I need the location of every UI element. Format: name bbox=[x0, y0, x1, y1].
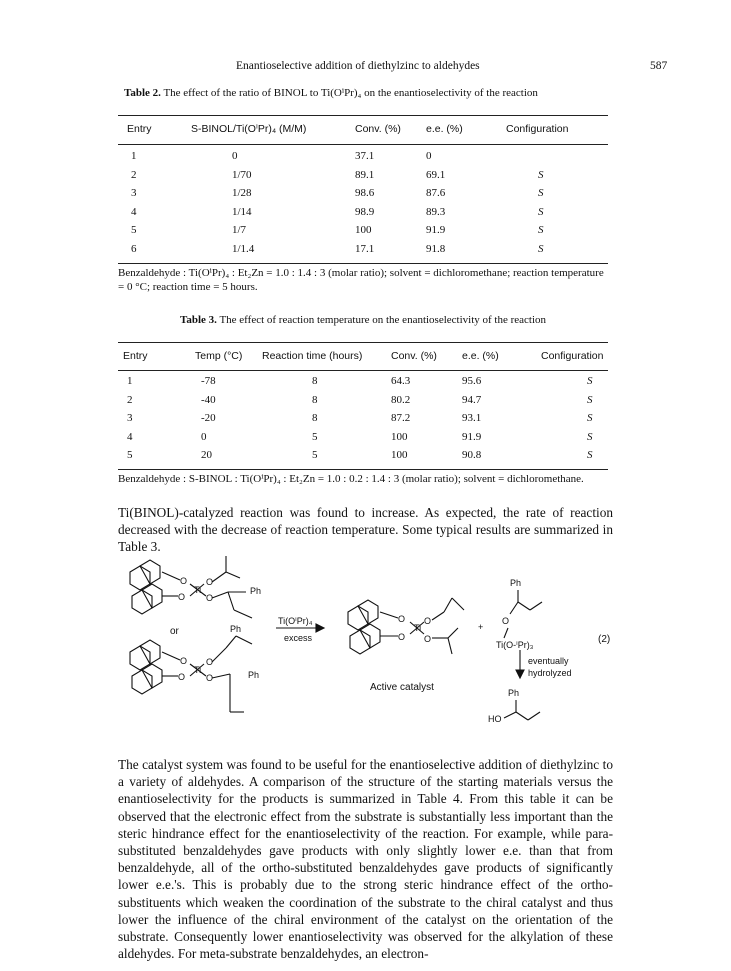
table2-label: Table 2. bbox=[124, 87, 161, 99]
table2-cell: 1/70 bbox=[232, 168, 252, 181]
scheme-o-8: O bbox=[206, 673, 214, 683]
table3-cell: 8 bbox=[312, 375, 318, 387]
table2-cell: 3 bbox=[131, 187, 137, 199]
scheme-reagent-below: excess bbox=[284, 633, 313, 643]
table3-caption-text: The effect of reaction temperature on the enantioselectivity of the reaction bbox=[219, 314, 547, 326]
table3-top-rule bbox=[118, 342, 608, 343]
table2-header-2: Conv. (%) bbox=[355, 123, 401, 135]
table2-cell: 89.3 bbox=[426, 205, 446, 218]
table2-cell: 2 bbox=[131, 168, 137, 181]
running-title: Enantioselective addition of diethylzinc to aldehydes bbox=[236, 60, 480, 72]
table2-header-1: S-BINOL/Ti(OⁱPr)₄ (M/M) bbox=[191, 123, 307, 135]
table3-header-1: Temp (°C) bbox=[195, 350, 243, 362]
scheme-o-1: O bbox=[180, 576, 188, 586]
table2-header-rule bbox=[118, 144, 608, 145]
scheme-or-label: or bbox=[170, 626, 179, 637]
scheme-ti-1: Ti bbox=[194, 585, 202, 595]
table2-cell: 100 bbox=[355, 224, 372, 236]
scheme-o-10: O bbox=[398, 632, 406, 642]
table3-cell: 5 bbox=[127, 449, 133, 461]
binol-complex-bottom bbox=[130, 636, 252, 712]
table2-cell: 69.1 bbox=[426, 168, 446, 181]
table2-top-rule bbox=[118, 115, 608, 116]
table2-cell: 0 bbox=[426, 150, 432, 162]
table3-cell: 0 bbox=[201, 430, 207, 443]
table3-header-4: e.e. (%) bbox=[462, 350, 499, 362]
scheme-ph-4: Ph bbox=[510, 578, 522, 588]
table2-cell: S bbox=[538, 242, 544, 255]
table3-cell: 5 bbox=[312, 430, 318, 443]
scheme-ph-5: Ph bbox=[508, 688, 520, 698]
table2-header-4: Configuration bbox=[506, 123, 569, 135]
scheme-plus: + bbox=[478, 622, 484, 632]
table3-cell: 93.1 bbox=[462, 412, 482, 424]
table3-bottom-rule bbox=[118, 469, 608, 470]
table3-caption bbox=[180, 314, 546, 326]
titanium-alkoxide-structure bbox=[504, 590, 542, 638]
table2-cell: 89.1 bbox=[355, 168, 375, 181]
table3-header-rule bbox=[118, 370, 608, 371]
table2-cell: 91.9 bbox=[426, 224, 446, 236]
reaction-scheme bbox=[118, 552, 658, 742]
table2-cell: S bbox=[538, 168, 544, 181]
table3-cell: S bbox=[587, 430, 593, 443]
table3-cell: 100 bbox=[391, 449, 408, 461]
paragraph-discussion: The catalyst system was found to be useful for the enantioselective addition of diethylzinc to a variety of aldehydes. A comparison of the structure of the starting materials versus the enantioselectivity for the products is summarized in Table 4. From this table it can be observed that the electronic effect from the substrate is substantially less important than the steric hindrance effect for the enantioselectivity of the reaction. For example, while para-substituted benzaldehydes gave products with only slightly lower e.e. than that from benzaldehyde, all of the ortho-substituted benzaldehydes gave products of significantly lower e.e.'s. This is probably due to the strong steric hindrance effect of the ortho-substituents which weaken the coordination of the substrate to the chiral catalyst and thus lower the influence of the chiral environment of the catalyst on the orientation of the substrate. Consequently lower enantioselectivity was observed for the alkylation of these aldehydes. For meta-substrate benzaldehydes, an electron- bbox=[118, 757, 613, 962]
table3-label: Table 3. bbox=[180, 314, 217, 326]
scheme-o-7: O bbox=[206, 657, 214, 667]
table3-cell: 87.2 bbox=[391, 412, 411, 424]
table3-header-5: Configuration bbox=[541, 350, 604, 362]
table3-cell: 2 bbox=[127, 393, 133, 406]
table3-cell: -20 bbox=[201, 412, 216, 424]
table3-cell: 8 bbox=[312, 412, 318, 424]
table2-cell: 6 bbox=[131, 242, 137, 255]
scheme-o-6: O bbox=[178, 672, 186, 682]
table3-cell: 64.3 bbox=[391, 375, 411, 387]
table3-cell: S bbox=[587, 375, 593, 387]
table3-cell: 4 bbox=[127, 430, 133, 443]
table3-cell: -40 bbox=[201, 393, 216, 406]
scheme-o-13: O bbox=[502, 616, 510, 626]
table3-header-0: Entry bbox=[123, 350, 148, 362]
step-label-1: eventually bbox=[528, 656, 569, 666]
table3-cell: 8 bbox=[312, 393, 318, 406]
table2-cell: 98.6 bbox=[355, 187, 375, 199]
scheme-reagent-above: Ti(OⁱPr)₄ bbox=[278, 616, 313, 626]
scheme-ho: HO bbox=[488, 714, 502, 724]
table2-cell: 87.6 bbox=[426, 187, 446, 199]
step-label-2: hydrolyzed bbox=[528, 668, 572, 678]
table2-cell: 1/14 bbox=[232, 205, 252, 218]
table2-caption-text: The effect of the ratio of BINOL to Ti(OⁱPr)₄ on the enantioselectivity of the reaction bbox=[163, 87, 538, 99]
table2-cell: 4 bbox=[131, 205, 137, 218]
table3-cell: S bbox=[587, 449, 593, 461]
table2-caption bbox=[124, 86, 538, 99]
table2-footnote: Benzaldehyde : Ti(OⁱPr)₄ : Et₂Zn = 1.0 : 1.4 : 3 (molar ratio); solvent = dichloromethane; reaction temperature = 0 °C; reaction time = 5 hours. bbox=[118, 267, 604, 293]
equation-number: (2) bbox=[598, 634, 611, 645]
byproduct-label: Ti(O-ⁱPr)₃ bbox=[496, 640, 534, 650]
table2-cell: S bbox=[538, 187, 544, 199]
table2-header-3: e.e. (%) bbox=[426, 123, 463, 135]
active-catalyst-structure bbox=[348, 598, 464, 654]
table2-bottom-rule bbox=[118, 263, 608, 264]
table3-cell: 91.9 bbox=[462, 430, 482, 443]
table3-cell: 80.2 bbox=[391, 393, 411, 406]
scheme-o-5: O bbox=[180, 656, 188, 666]
table2-cell: 98.9 bbox=[355, 205, 375, 218]
table3-cell: -78 bbox=[201, 375, 216, 387]
table2-cell: 1 bbox=[131, 150, 137, 162]
table3-cell: 95.6 bbox=[462, 375, 482, 387]
table3-cell: S bbox=[587, 393, 593, 406]
table3-cell: 5 bbox=[312, 449, 318, 461]
table3-cell: 100 bbox=[391, 430, 408, 443]
scheme-ph-2: Ph bbox=[230, 624, 242, 634]
page-number: 587 bbox=[650, 60, 668, 72]
table2-cell: 1/1.4 bbox=[232, 242, 255, 255]
table3-cell: 90.8 bbox=[462, 449, 482, 461]
table2-header-0: Entry bbox=[127, 123, 152, 135]
scheme-ti-3: Ti bbox=[414, 623, 422, 633]
table3-header-3: Conv. (%) bbox=[391, 350, 437, 362]
scheme-o-2: O bbox=[178, 592, 186, 602]
table2-cell: 1/28 bbox=[232, 187, 252, 199]
scheme-o-11: O bbox=[424, 616, 432, 626]
alcohol-product-structure bbox=[504, 700, 540, 720]
table3-header-2: Reaction time (hours) bbox=[262, 350, 363, 362]
scheme-o-3: O bbox=[206, 577, 214, 587]
table2-cell: S bbox=[538, 205, 544, 218]
scheme-o-12: O bbox=[424, 634, 432, 644]
table2-cell: 37.1 bbox=[355, 150, 375, 162]
scheme-o-9: O bbox=[398, 614, 406, 624]
active-catalyst-label: Active catalyst bbox=[370, 682, 434, 693]
table2-cell: 0 bbox=[232, 150, 238, 162]
table3-cell: 20 bbox=[201, 449, 212, 461]
scheme-ti-2: Ti bbox=[194, 665, 202, 675]
table3-cell: 3 bbox=[127, 412, 133, 424]
table3-cell: S bbox=[587, 412, 593, 424]
table2-cell: 17.1 bbox=[355, 242, 375, 255]
table3-cell: 94.7 bbox=[462, 393, 482, 406]
table3-footnote: Benzaldehyde : S-BINOL : Ti(OⁱPr)₄ : Et₂Zn = 1.0 : 0.2 : 1.4 : 3 (molar ratio); solvent = dichloromethane. bbox=[118, 473, 584, 485]
scheme-ph-3: Ph bbox=[248, 670, 260, 680]
table2-cell: 1/7 bbox=[232, 224, 247, 236]
table2-cell: S bbox=[538, 224, 544, 236]
paragraph-intro: Ti(BINOL)-catalyzed reaction was found to increase. As expected, the rate of reaction decreased with the decrease of reaction temperature. Some typical results are summarized in Table 3. bbox=[118, 505, 613, 555]
binol-complex-top bbox=[130, 556, 252, 618]
table3-cell: 1 bbox=[127, 375, 133, 387]
scheme-ph-1: Ph bbox=[250, 586, 262, 596]
table2-cell: 5 bbox=[131, 224, 137, 236]
table2-cell: 91.8 bbox=[426, 242, 446, 255]
scheme-o-4: O bbox=[206, 593, 214, 603]
